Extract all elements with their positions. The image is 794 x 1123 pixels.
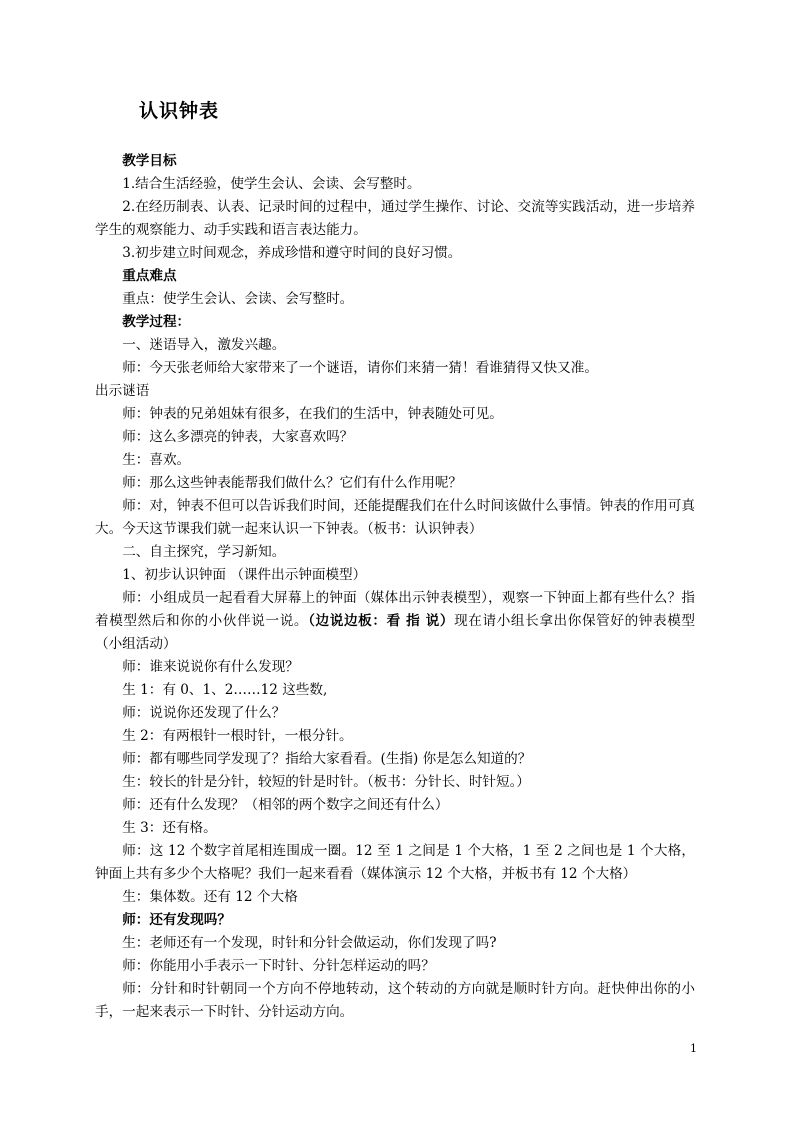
paragraph — [95, 587, 695, 656]
paragraph: 出示谜语 — [95, 383, 150, 399]
paragraph: 师：这 12 个数字首尾相连围成一圈。12 至 1 之间是 1 个大格，1 至 2 之间也是 1 个大格，钟面上共有多少个大格呢？我们一起来看看（媒体演示 12 个大格，并板书有 12 个大格） — [95, 843, 695, 882]
paragraph: 生 2：有两根针一根时针，一根分针。 — [122, 728, 353, 744]
paragraph: 生：集体数。还有 12 个大格 — [122, 889, 298, 905]
paragraph: 师：还有发现吗？ — [122, 912, 231, 928]
paragraph: 师：今天张老师给大家带来了一个谜语，请你们来猜一猜！看谁猜得又快又准。 — [122, 360, 598, 376]
process-heading: 教学过程： — [122, 314, 191, 330]
paragraph: 师：这么多漂亮的钟表，大家喜欢吗？ — [122, 429, 354, 445]
paragraph: 生：较长的针是分针，较短的针是时针。（板书：分针长、时针短。） — [122, 774, 530, 790]
paragraph: 生：喜欢。 — [122, 452, 191, 468]
objective-1: 1.结合生活经验，使学生会认、会读、会写整时。 — [122, 176, 421, 192]
objective-3: 3.初步建立时间观念，养成珍惜和遵守时间的良好习惯。 — [122, 245, 462, 261]
paragraph: 师：分针和时针朝同一个方向不停地转动，这个转动的方向就是顺时针方向。赶快伸出你的小手，一起来表示一下时针、分针运动方向。 — [95, 981, 695, 1020]
paragraph-text: 师：小组成员一起看看大屏幕上的钟面（媒体出示钟表模型），观察一下钟面上都有些什么？指着模型然后和你的小伙伴说一说。 — [95, 590, 695, 629]
paragraph: 生 1：有 0、1、2……12 这些数, — [122, 682, 328, 698]
paragraph: 生 3：还有格。 — [122, 820, 217, 836]
paragraph: 师：那么这些钟表能帮我们做什么？它们有什么作用呢？ — [122, 475, 463, 491]
objective-2: 2.在经历制表、认表、记录时间的过程中，通过学生操作、讨论、交流等实践活动，进一步培养学生的观察能力、动手实践和语言表达能力。 — [95, 199, 695, 238]
keypoints-heading: 重点难点 — [122, 268, 177, 284]
section-2-heading: 二、自主探究，学习新知。 — [122, 544, 286, 560]
subsection-heading: 1、初步认识钟面 （课件出示钟面模型） — [122, 567, 367, 583]
paragraph: 师：你能用小手表示一下时针、分针怎样运动的吗？ — [122, 958, 435, 974]
paragraph: 生：老师还有一个发现，时针和分针会做运动，你们发现了吗? — [122, 935, 497, 951]
section-1-heading: 一、迷语导入，激发兴趣。 — [122, 337, 286, 353]
document-body — [95, 150, 695, 1024]
document-title: 认识钟表 — [139, 100, 220, 122]
paragraph: 师：说说你还发现了什么？ — [122, 705, 286, 721]
paragraph: 师：谁来说说你有什么发现？ — [122, 659, 299, 675]
keypoint-text: 重点：使学生会认、会读、会写整时。 — [122, 291, 354, 307]
paragraph: 师：都有哪些同学发现了？指给大家看看。(生指) 你是怎么知道的？ — [122, 751, 532, 767]
paragraph-text: 现在请小组长拿出你保管好的钟表模型（小组活动） — [95, 613, 696, 652]
board-note: （边说边板：看 指 说） — [308, 613, 455, 629]
objectives-heading: 教学目标 — [122, 153, 177, 169]
paragraph: 师：钟表的兄弟姐妹有很多，在我们的生活中，钟表随处可见。 — [122, 406, 503, 422]
paragraph: 师：还有什么发现？（相邻的两个数字之间还有什么） — [122, 797, 449, 813]
page-number: 1 — [690, 1042, 697, 1055]
paragraph: 师：对，钟表不但可以告诉我们时间，还能提醒我们在什么时间该做什么事情。钟表的作用可真大。今天这节课我们就一起来认识一下钟表。（板书：认识钟表） — [95, 498, 695, 537]
